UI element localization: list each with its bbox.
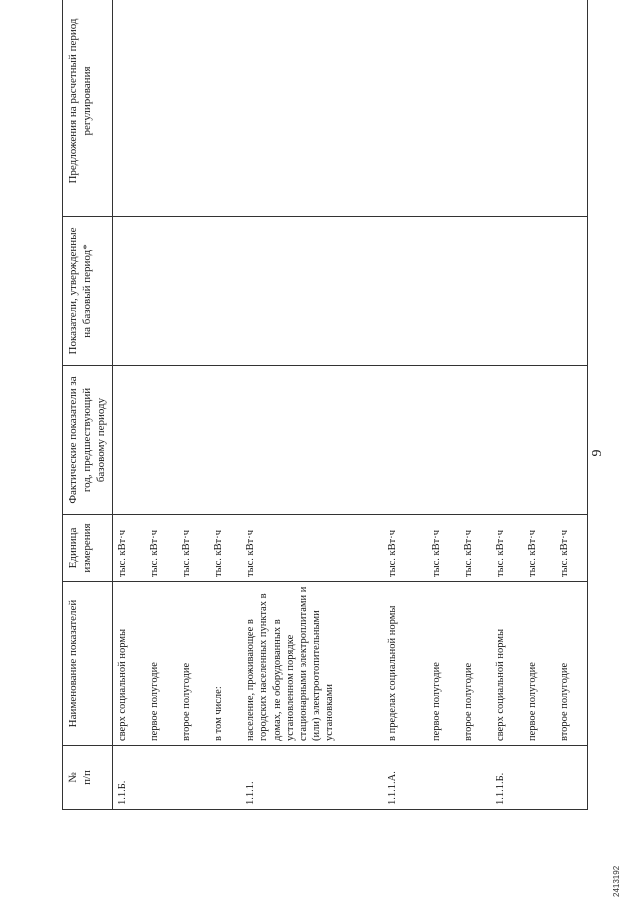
- row-proposal: [383, 0, 427, 217]
- row-approved: [427, 217, 459, 366]
- header-actual: Фактические показатели за год, предшествующий базовому периоду: [63, 366, 113, 515]
- row-actual: [113, 366, 146, 515]
- row-approved: [241, 217, 383, 366]
- row-name: сверх социальной нормы: [113, 582, 146, 746]
- row-proposal: [113, 0, 146, 217]
- row-name: в том числе:: [209, 582, 241, 746]
- row-name: второе полугодие: [459, 582, 491, 746]
- row-approved: [459, 217, 491, 366]
- row-approved: [491, 217, 523, 366]
- row-proposal: [241, 0, 383, 217]
- row-unit: тыс. кВт·ч: [145, 515, 177, 582]
- row-proposal: [555, 0, 588, 217]
- table-row: [491, 0, 523, 810]
- row-number: 1.1.1.Б.: [491, 746, 523, 810]
- row-name: второе полугодие: [177, 582, 209, 746]
- table-row: [113, 0, 146, 810]
- row-number: [145, 746, 177, 810]
- row-unit: тыс. кВт·ч: [555, 515, 588, 582]
- row-approved: [209, 217, 241, 366]
- table-row: [177, 0, 209, 810]
- row-proposal: [145, 0, 177, 217]
- row-proposal: [177, 0, 209, 217]
- row-actual: [241, 366, 383, 515]
- row-unit: тыс. кВт·ч: [177, 515, 209, 582]
- table-row: [555, 0, 588, 810]
- table-row: [459, 0, 491, 810]
- row-name: первое полугодие: [523, 582, 555, 746]
- row-unit: тыс. кВт·ч: [523, 515, 555, 582]
- table-row: [523, 0, 555, 810]
- indicators-table: [62, 0, 588, 810]
- row-unit: тыс. кВт·ч: [113, 515, 146, 582]
- row-unit: тыс. кВт·ч: [209, 515, 241, 582]
- row-number: [523, 746, 555, 810]
- table-row: [209, 0, 241, 810]
- row-unit: тыс. кВт·ч: [241, 515, 383, 582]
- row-number: [555, 746, 588, 810]
- row-actual: [427, 366, 459, 515]
- row-number: [427, 746, 459, 810]
- row-proposal: [209, 0, 241, 217]
- page-number: 9: [590, 449, 605, 457]
- row-approved: [113, 217, 146, 366]
- row-unit: тыс. кВт·ч: [491, 515, 523, 582]
- header-approved: Показатели, утвержденные на базовый период*: [63, 217, 113, 366]
- row-proposal: [427, 0, 459, 217]
- row-name: в пределах социальной нормы: [383, 582, 427, 746]
- row-number: 1.1.Б.: [113, 746, 146, 810]
- table-row: [383, 0, 427, 810]
- row-unit: тыс. кВт·ч: [459, 515, 491, 582]
- row-number: 1.1.1.: [241, 746, 383, 810]
- row-name: первое полугодие: [145, 582, 177, 746]
- table-row: [427, 0, 459, 810]
- row-approved: [145, 217, 177, 366]
- row-unit: тыс. кВт·ч: [427, 515, 459, 582]
- row-proposal: [523, 0, 555, 217]
- row-name: сверх социальной нормы: [491, 582, 523, 746]
- row-number: [177, 746, 209, 810]
- row-approved: [383, 217, 427, 366]
- table-row: [145, 0, 177, 810]
- row-actual: [555, 366, 588, 515]
- row-actual: [383, 366, 427, 515]
- row-actual: [523, 366, 555, 515]
- header-proposals: Предложения на расчетный период регулирования: [63, 0, 113, 217]
- row-approved: [555, 217, 588, 366]
- row-actual: [145, 366, 177, 515]
- row-number: [459, 746, 491, 810]
- row-name: первое полугодие: [427, 582, 459, 746]
- row-unit: тыс. кВт·ч: [383, 515, 427, 582]
- row-proposal: [491, 0, 523, 217]
- row-number: 1.1.1.А.: [383, 746, 427, 810]
- row-number: [209, 746, 241, 810]
- table-row: [241, 0, 383, 810]
- row-proposal: [459, 0, 491, 217]
- document-id: 2413192: [612, 865, 621, 897]
- row-actual: [209, 366, 241, 515]
- row-name: второе полугодие: [555, 582, 588, 746]
- row-actual: [177, 366, 209, 515]
- row-actual: [459, 366, 491, 515]
- row-approved: [523, 217, 555, 366]
- row-name: население, проживающее в городских населенных пунктах в домах, не оборудованных в установленном порядке стационарными электроплитами и (или) электроотопительными установками: [241, 582, 383, 746]
- table-header-row: [63, 0, 113, 810]
- row-approved: [177, 217, 209, 366]
- header-number: № п/п: [63, 746, 113, 810]
- header-unit: Единица измерения: [63, 515, 113, 582]
- row-actual: [491, 366, 523, 515]
- header-name: Наименование показателей: [63, 582, 113, 746]
